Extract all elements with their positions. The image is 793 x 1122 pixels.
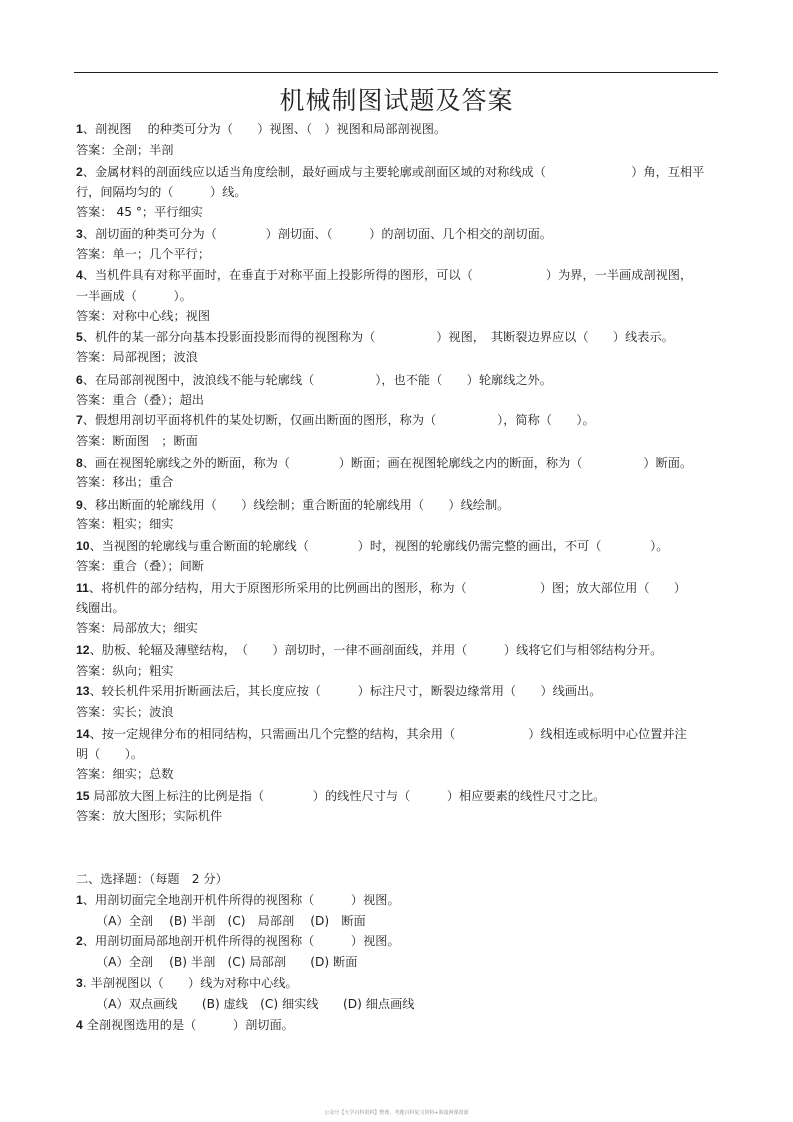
- footer-watermark: 公众号【大学百科资料】整理，考题百科复习资料+海量网课资源: [324, 1110, 469, 1116]
- question-10: [76, 538, 668, 554]
- question-text: 全剖视图选用的是（ ）剖切面。: [82, 1018, 294, 1032]
- question-2-continued: 行，间隔均匀的（ ）线。: [76, 185, 247, 199]
- question-number: 5: [76, 330, 83, 344]
- question-number: 11: [76, 581, 89, 595]
- question-3: [76, 226, 552, 242]
- mc-options-3: （A）双点画线 (B) 虚线 (C) 细实线 (D) 细点画线: [96, 997, 415, 1011]
- question-15: [76, 788, 605, 804]
- question-4-continued: 一半画成（ ）。: [76, 289, 192, 303]
- question-text: 、画在视图轮廓线之外的断面，称为（ ）断面；画在视图轮廓线之内的断面，称为（ ）断面。: [82, 456, 693, 470]
- question-text: 、按一定规律分布的相同结构，只需画出几个完整的结构，其余用（ ）线相连或标明中心位置并注: [89, 727, 687, 741]
- question-number: 8: [76, 456, 83, 470]
- question-number: 1: [76, 122, 83, 136]
- question-4: [76, 267, 692, 283]
- question-text: 、机件的某一部分向基本投影面投影而得的视图称为（ ）视图， 其断裂边界应以（ ）线表示。: [82, 330, 674, 344]
- question-number: 3: [76, 227, 83, 241]
- answer-10: 答案：重合（叠）；间断: [76, 559, 204, 573]
- question-13: [76, 683, 601, 699]
- mc-options-1: （A）全剖 (B) 半剖 (C) 局部剖 (D) 断面: [96, 914, 366, 928]
- mc-question-2: [76, 933, 400, 949]
- question-text: 、剖视图 的种类可分为（ ）视图、（ ）视图和局部剖视图。: [82, 122, 447, 136]
- answer-3: 答案：单一；几个平行；: [76, 247, 211, 261]
- question-14-continued: 明（ ）。: [76, 747, 144, 761]
- answer-5: 答案：局部视图；波浪: [76, 350, 198, 364]
- section-2-heading: 二、选择题：（每题 2 分）: [76, 872, 228, 886]
- question-number: 10: [76, 539, 90, 553]
- question-number: 14: [76, 727, 90, 741]
- answer-2: 答案： 45 °；平行细实: [76, 205, 203, 219]
- question-8: [76, 455, 692, 471]
- question-6: [76, 372, 552, 388]
- question-text: 、当机件具有对称平面时，在垂直于对称平面上投影所得的图形，可以（ ）为界，一半画成剖视图，: [82, 268, 693, 282]
- question-text: 、较长机件采用折断画法后，其长度应按（ ）标注尺寸，断裂边缘常用（ ）线画出。: [89, 684, 602, 698]
- mc-question-3: [76, 975, 298, 991]
- question-5: [76, 329, 674, 345]
- answer-11: 答案：局部放大；细实: [76, 621, 198, 635]
- question-number: 2: [76, 934, 83, 948]
- question-number: 7: [76, 413, 83, 427]
- question-number: 1: [76, 893, 83, 907]
- question-1: [76, 121, 446, 137]
- question-text: 、在局部剖视图中，波浪线不能与轮廓线（ ），也不能（ ）轮廓线之外。: [82, 373, 552, 387]
- question-11-continued: 线圈出。: [76, 601, 125, 615]
- question-14: [76, 726, 687, 742]
- answer-8: 答案：移出；重合: [76, 475, 174, 489]
- question-number: 12: [76, 643, 90, 657]
- question-text: 、当视图的轮廓线与重合断面的轮廓线（ ）时，视图的轮廓线仍需完整的画出，不可（ ）。: [89, 539, 669, 553]
- question-9: [76, 497, 509, 513]
- question-11: [76, 580, 686, 596]
- question-text: 、用剖切面完全地剖开机件所得的视图称（ ）视图。: [82, 893, 400, 907]
- question-number: 6: [76, 373, 83, 387]
- question-12: [76, 642, 662, 658]
- question-number: 3: [76, 976, 83, 990]
- question-text: 、移出断面的轮廓线用（ ）线绘制；重合断面的轮廓线用（ ）线绘制。: [82, 498, 510, 512]
- mc-options-2: （A）全剖 (B) 半剖 (C) 局部剖 (D) 断面: [96, 955, 358, 969]
- mc-question-4: [76, 1017, 294, 1033]
- question-text: 、金属材料的剖面线应以适当角度绘制，最好画成与主要轮廓或剖面区域的对称线成（ ）角，互相平: [82, 165, 705, 179]
- question-number: 15: [76, 789, 90, 803]
- top-rule: [74, 72, 718, 73]
- question-text: 、用剖切面局部地剖开机件所得的视图称（ ）视图。: [82, 934, 400, 948]
- mc-question-1: [76, 892, 400, 908]
- question-number: 2: [76, 165, 83, 179]
- answer-4: 答案：对称中心线；视图: [76, 309, 211, 323]
- question-number: 4: [76, 1018, 83, 1032]
- answer-6: 答案：重合（叠）；超出: [76, 393, 204, 407]
- answer-12: 答案：纵向；粗实: [76, 664, 174, 678]
- answer-7: 答案：断面图 ；断面: [76, 434, 198, 448]
- question-text: . 半剖视图以（ ）线为对称中心线。: [82, 976, 298, 990]
- answer-15: 答案：放大图形；实际机件: [76, 809, 223, 823]
- question-number: 9: [76, 498, 83, 512]
- answer-14: 答案：细实；总数: [76, 767, 174, 781]
- answer-1: 答案：全剖；半剖: [76, 143, 174, 157]
- answer-9: 答案：粗实；细实: [76, 517, 174, 531]
- question-7: [76, 412, 595, 428]
- answer-13: 答案：实长；波浪: [76, 705, 174, 719]
- question-text: 、将机件的部分结构，用大于原图形所采用的比例画出的图形，称为（ ）图；放大部位用（ ）: [88, 581, 687, 595]
- question-text: 、假想用剖切平面将机件的某处切断，仅画出断面的图形，称为（ ），简称（ ）。: [82, 413, 595, 427]
- question-text: 局部放大图上标注的比例是指（ ）的线性尺寸与（ ）相应要素的线性尺寸之比。: [89, 789, 606, 803]
- question-text: 、肋板、轮辐及薄壁结构， （ ）剖切时，一律不画剖面线，并用（ ）线将它们与相邻结构分开。: [89, 643, 663, 657]
- question-2: [76, 164, 704, 180]
- page-title: 机械制图试题及答案: [279, 86, 514, 115]
- question-number: 4: [76, 268, 83, 282]
- question-text: 、剖切面的种类可分为（ ）剖切面、（ ）的剖切面、几个相交的剖切面。: [82, 227, 552, 241]
- question-number: 13: [76, 684, 90, 698]
